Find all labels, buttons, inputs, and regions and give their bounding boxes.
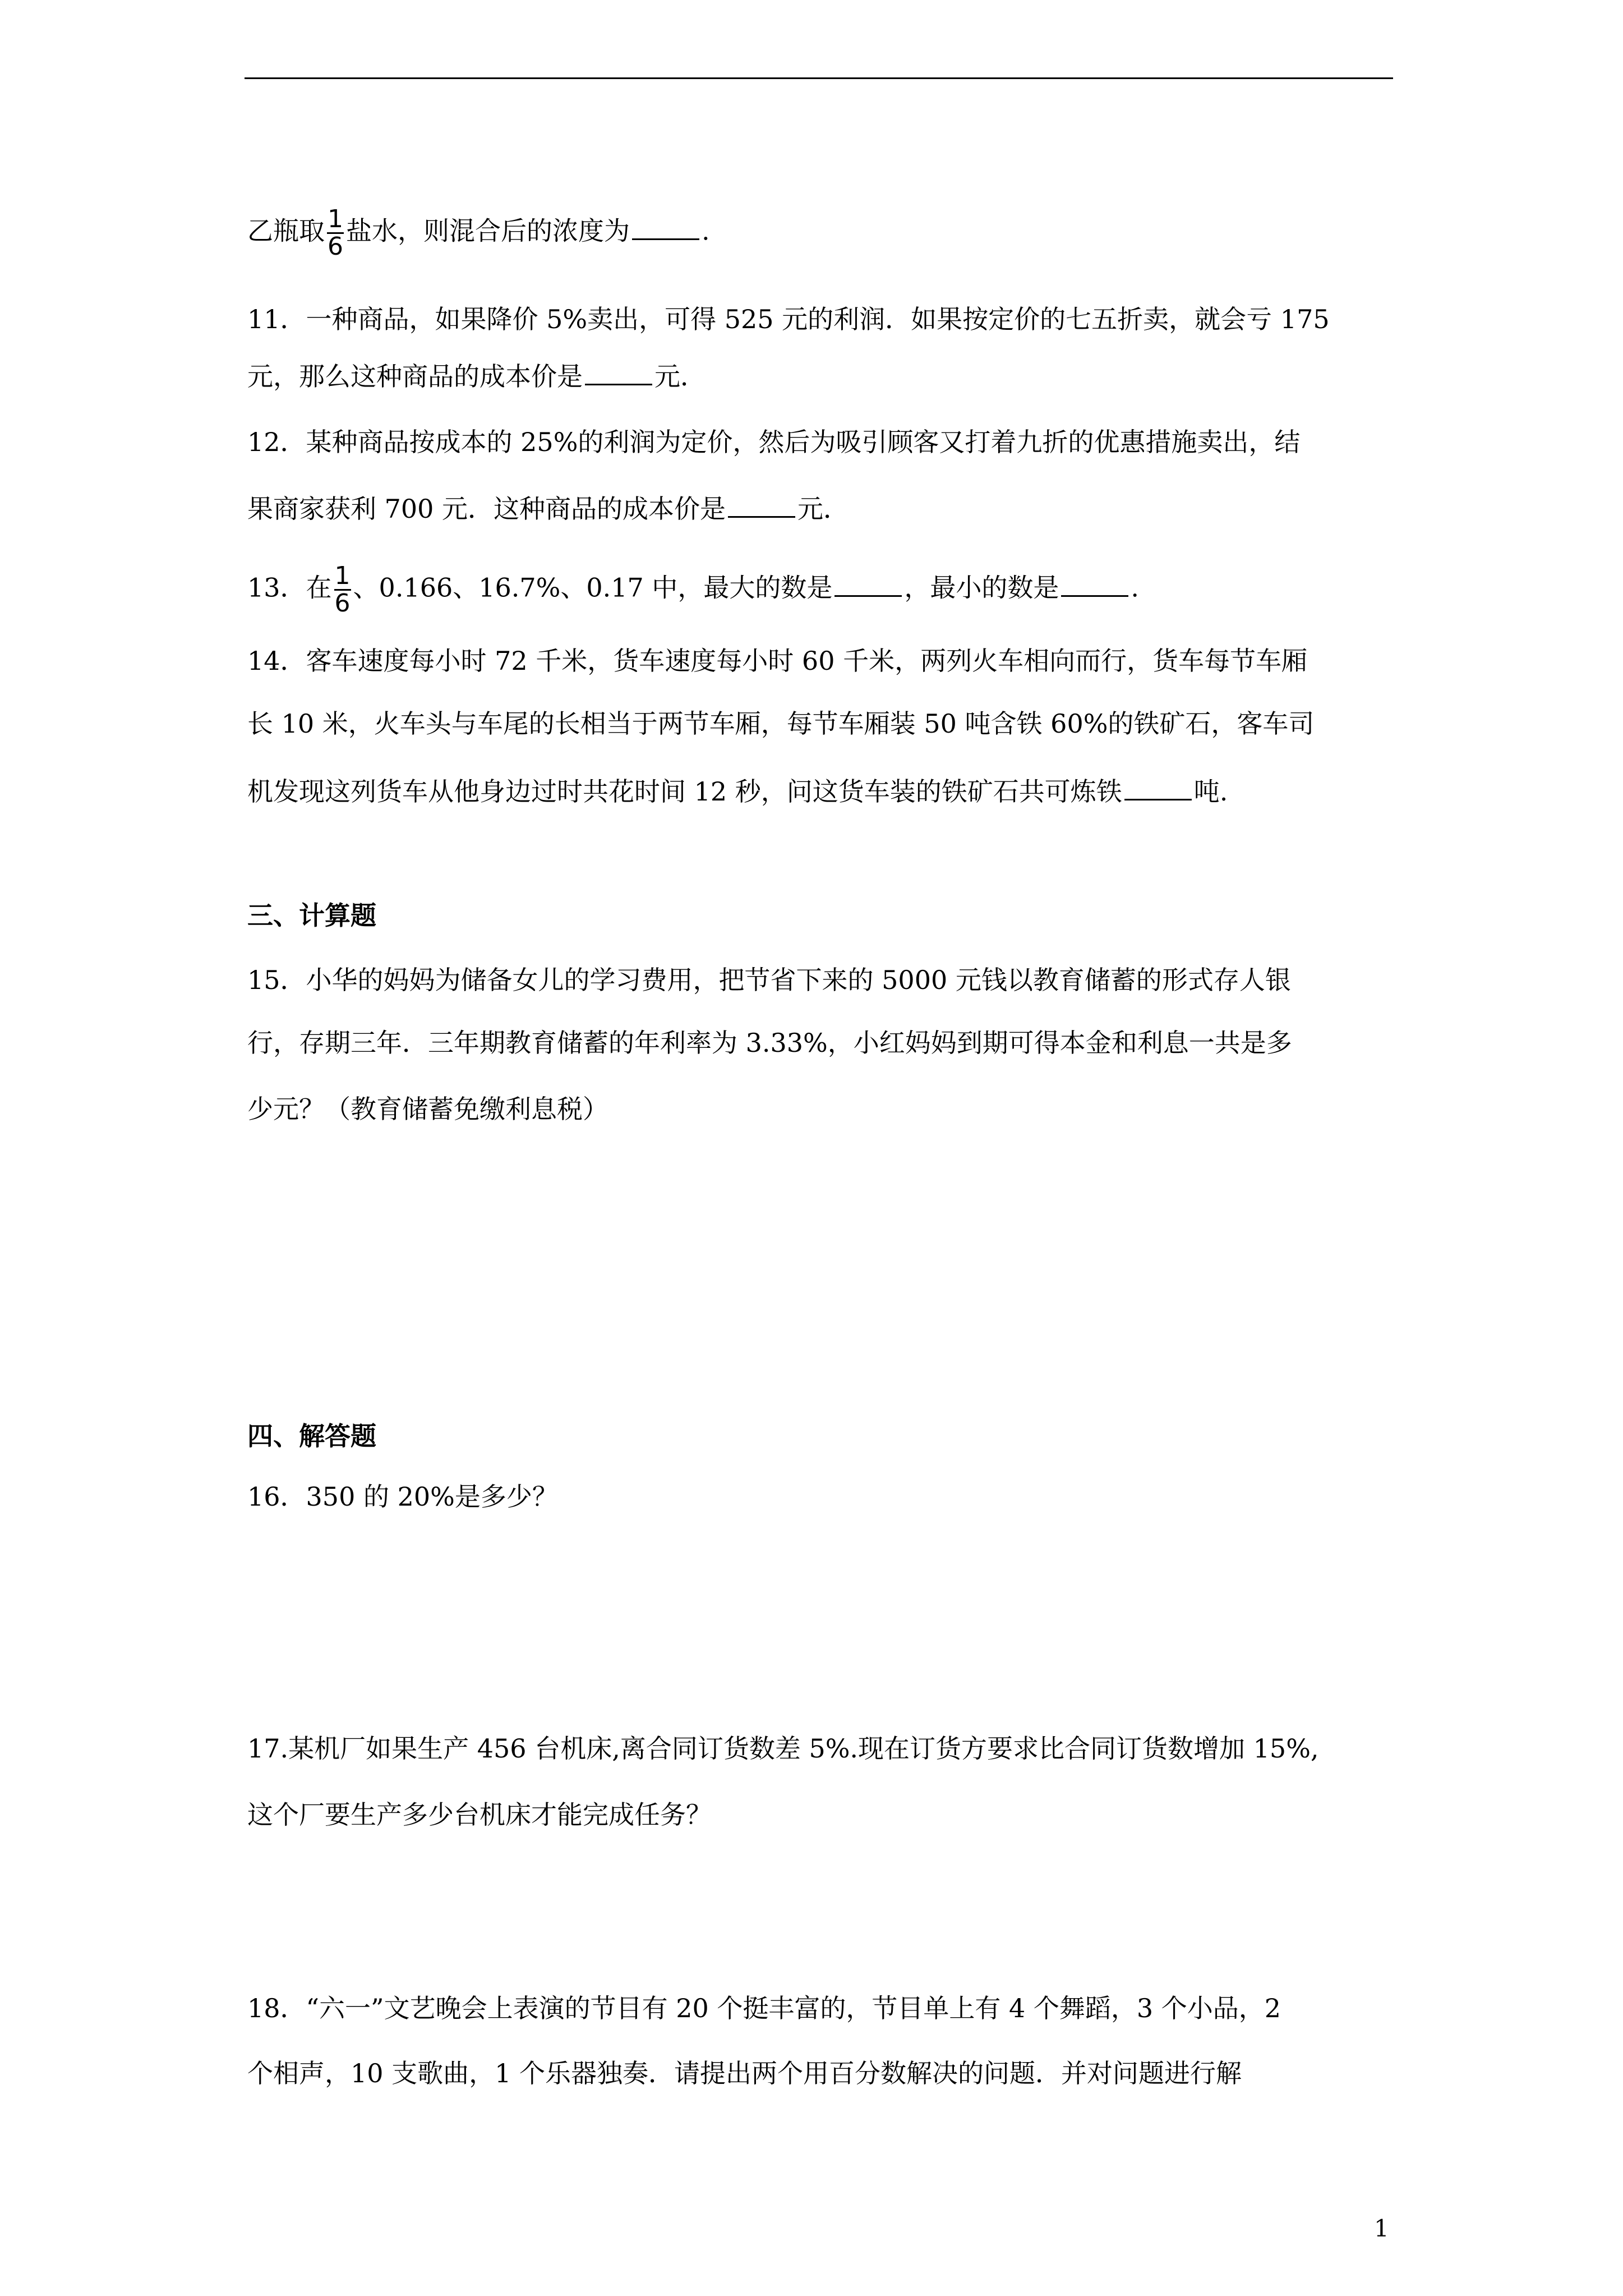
fraction-numerator: 1: [334, 562, 351, 590]
answer-blank[interactable]: [1061, 570, 1128, 597]
q13-text-a: 13．在: [247, 572, 332, 603]
q13-text-b: 、0.166、16.7%、0.17 中，最大的数是: [353, 572, 833, 603]
q12-line-2: [247, 491, 849, 526]
q13-text-c: ，最小的数是: [904, 572, 1059, 603]
q10-text-end: .: [702, 215, 710, 246]
page-number: 1: [1374, 2215, 1389, 2242]
fraction-one-sixth: [334, 563, 351, 616]
fraction-numerator: 1: [328, 205, 343, 233]
q17-line-2: 这个厂要生产多少台机床才能完成任务？: [247, 1800, 712, 1830]
q11-line-2: [247, 359, 706, 393]
fraction-one-sixth: [327, 206, 344, 260]
q14-line-3: [247, 774, 1228, 808]
fraction-denominator: 6: [328, 232, 343, 261]
answer-blank[interactable]: [834, 570, 902, 597]
q13-line: [247, 563, 1139, 616]
fraction-denominator: 6: [334, 589, 351, 618]
header-rule: [245, 77, 1393, 79]
q12-line-1: 12．某种商品按成本的 25%的利润为定价，然后为吸引顾客又打着九折的优惠措施卖出，结: [247, 427, 1301, 457]
answer-blank[interactable]: [632, 214, 699, 240]
answer-blank[interactable]: [728, 491, 795, 518]
q12-text-b: 元．: [797, 494, 850, 524]
answer-blank[interactable]: [585, 359, 652, 385]
q16-line: 16．350 的 20%是多少？: [247, 1481, 558, 1512]
q14-line-1: 14．客车速度每小时 72 千米，货车速度每小时 60 千米，两列火车相向而行，货车每节车厢: [247, 646, 1308, 676]
q15-line-1: 15．小华的妈妈为储备女儿的学习费用，把节省下来的 5000 元钱以教育储蓄的形式存人银: [247, 965, 1291, 995]
q10-text-a: 乙瓶取: [247, 215, 325, 246]
q18-line-2: 个相声，10 支歌曲，1 个乐器独奏．请提出两个用百分数解决的问题．并对问题进行解: [247, 2058, 1242, 2088]
q14-text-b: 吨.: [1193, 776, 1228, 807]
q14-line-2: 长 10 米，火车头与车尾的长相当于两节车厢，每节车厢装 50 吨含铁 60%的铁矿石，客车司: [247, 708, 1315, 739]
q15-line-3: 少元？（教育储蓄免缴利息税）: [247, 1094, 608, 1124]
q17-line-1: 17.某机厂如果生产 456 台机床,离合同订货数差 5%.现在订货方要求比合同订货数增加 15%,: [247, 1733, 1319, 1764]
q10-continuation: [247, 206, 710, 260]
q11-text-b: 元．: [654, 361, 706, 392]
q15-line-2: 行，存期三年．三年期教育储蓄的年利率为 3.33%，小红妈妈到期可得本金和利息一共是多: [247, 1028, 1292, 1058]
answer-blank[interactable]: [1124, 774, 1192, 800]
section-heading-calculation: 三、计算题: [247, 900, 376, 931]
q14-text-a: 机发现这列货车从他身边过时共花时间 12 秒，问这货车装的铁矿石共可炼铁: [247, 776, 1122, 807]
section-heading-solution: 四、解答题: [247, 1421, 376, 1451]
q12-text-a: 果商家获利 700 元．这种商品的成本价是: [247, 494, 726, 524]
q18-line-1: 18．“六一”文艺晚会上表演的节目有 20 个挺丰富的，节目单上有 4 个舞蹈，3 个小品，2: [247, 1993, 1281, 2023]
q11-text-a: 元，那么这种商品的成本价是: [247, 361, 583, 392]
q13-text-d: .: [1131, 572, 1140, 603]
q10-text-b: 盐水，则混合后的浓度为: [346, 215, 630, 246]
q11-line-1: 11．一种商品，如果降价 5%卖出，可得 525 元的利润．如果按定价的七五折卖，就会亏 175: [247, 304, 1330, 334]
